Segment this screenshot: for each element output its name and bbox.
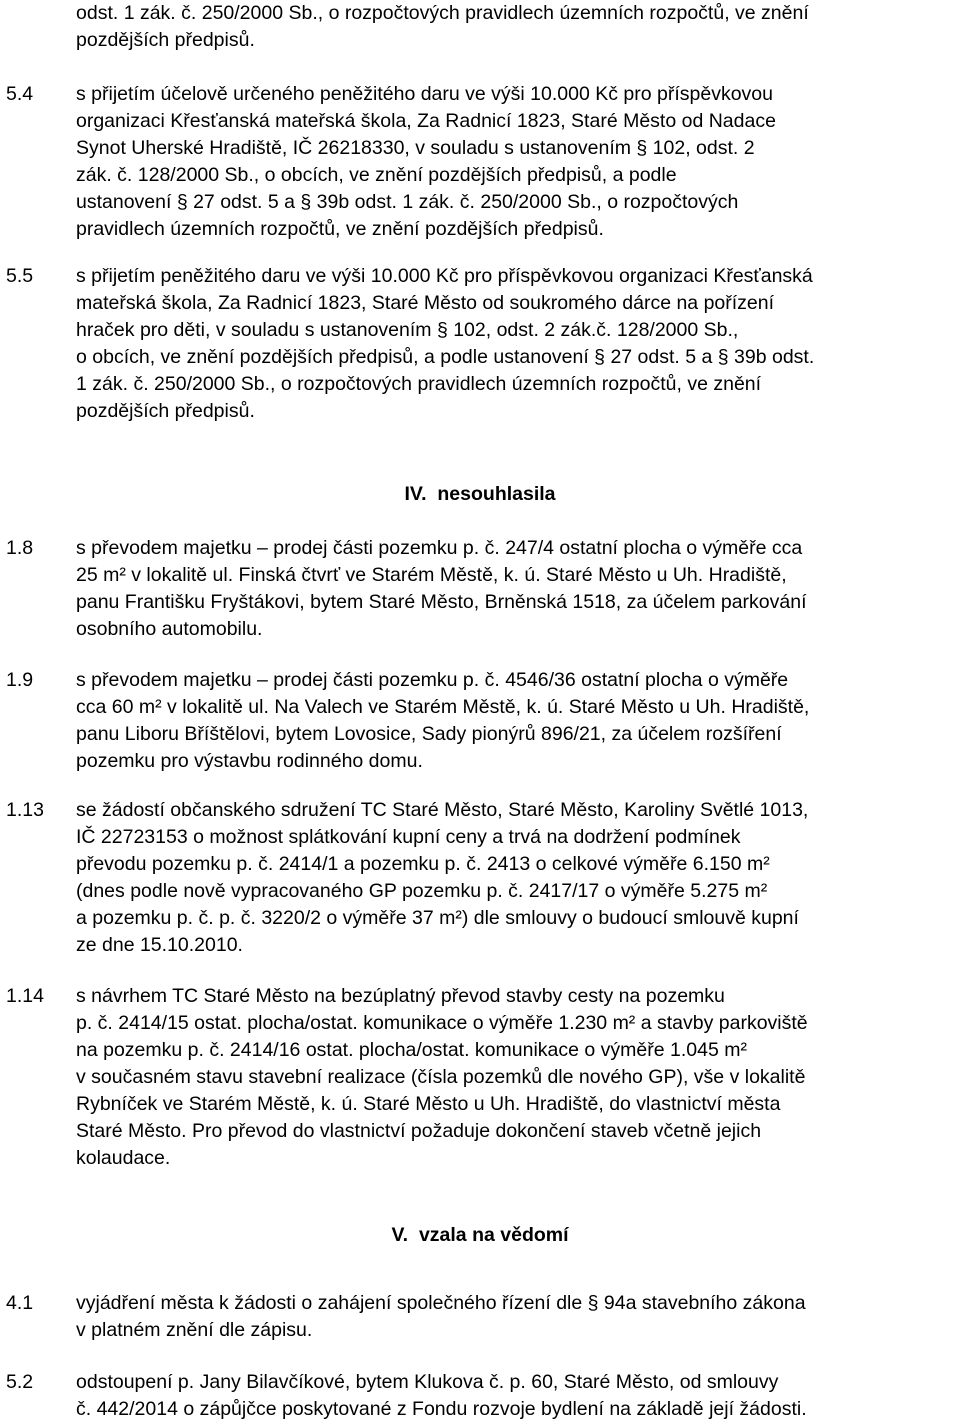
text-line: panu Františku Fryštákovi, bytem Staré Město, Brněnská 1518, za účelem parkování — [76, 591, 807, 613]
text-line: hraček pro děti, v souladu s ustanovením § 102, odst. 2 zák.č. 128/2000 Sb., — [76, 319, 739, 341]
text-line: pravidlech územních rozpočtů, ve znění pozdějších předpisů. — [76, 218, 604, 240]
text-line: pozemku pro výstavbu rodinného domu. — [76, 750, 423, 772]
text-line: převodu pozemku p. č. 2414/1 a pozemku p. č. 2413 o celkové výměře 6.150 m² — [76, 853, 770, 875]
text-line: Staré Město. Pro převod do vlastnictví požaduje dokončení staveb včetně jejich — [76, 1120, 762, 1142]
text-line: zák. č. 128/2000 Sb., o obcích, ve znění pozdějších předpisů, a podle — [76, 164, 677, 186]
text-line: o obcích, ve znění pozdějších předpisů, a podle ustanovení § 27 odst. 5 a § 39b odst. — [76, 346, 815, 368]
section-heading-iv — [0, 481, 960, 508]
text-line: osobního automobilu. — [76, 618, 263, 640]
section-title: nesouhlasila — [437, 483, 556, 505]
section-title: vzala na vědomí — [418, 1224, 569, 1246]
text-line: Synot Uherské Hradiště, IČ 26218330, v souladu s ustanovením § 102, odst. 2 — [76, 137, 755, 159]
item-number: 5.5 — [6, 265, 34, 287]
text-line: cca 60 m² v lokalitě ul. Na Valech ve Starém Městě, k. ú. Staré Město u Uh. Hradiště, — [76, 696, 810, 718]
section-roman-numeral: V. — [391, 1224, 409, 1246]
item-number: 5.2 — [6, 1371, 34, 1393]
text-line: odstoupení p. Jany Bilavčíkové, bytem Klukova č. p. 60, Staré Město, od smlouvy — [76, 1371, 779, 1393]
text-line: s přijetím účelově určeného peněžitého daru ve výši 10.000 Kč pro příspěvkovou — [76, 83, 773, 105]
text-line: 1 zák. č. 250/2000 Sb., o rozpočtových pravidlech územních rozpočtů, ve znění — [76, 373, 762, 395]
text-line: v současném stavu stavební realizace (čísla pozemků dle nového GP), vše v lokalitě — [76, 1066, 806, 1088]
text-line: IČ 22723153 o možnost splátkování kupní ceny a trvá na dodržení podmínek — [76, 826, 741, 848]
text-line: s přijetím peněžitého daru ve výši 10.000 Kč pro příspěvkovou organizaci Křesťanská — [76, 265, 813, 287]
item-number: 1.9 — [6, 669, 34, 691]
item-number: 1.13 — [6, 799, 44, 821]
text-line: ustanovení § 27 odst. 5 a § 39b odst. 1 zák. č. 250/2000 Sb., o rozpočtových — [76, 191, 739, 213]
section-roman-numeral: IV. — [404, 483, 427, 505]
text-line: s návrhem TC Staré Město na bezúplatný převod stavby cesty na pozemku — [76, 985, 725, 1007]
item-number: 1.14 — [6, 985, 44, 1007]
text-line: pozdějších předpisů. — [76, 29, 255, 51]
text-line: č. 442/2014 o zápůjčce poskytované z Fondu rozvoje bydlení na základě její žádosti. — [76, 1398, 807, 1420]
text-line: panu Liboru Bříštělovi, bytem Lovosice, Sady pionýrů 896/21, za účelem rozšíření — [76, 723, 782, 745]
item-number: 5.4 — [6, 83, 34, 105]
text-line: (dnes podle nově vypracovaného GP pozemku p. č. 2417/17 o výměře 5.275 m² — [76, 880, 768, 902]
text-line: pozdějších předpisů. — [76, 400, 255, 422]
text-line: mateřská škola, Za Radnicí 1823, Staré Město od soukromého dárce na pořízení — [76, 292, 775, 314]
text-line: s převodem majetku – prodej části pozemku p. č. 247/4 ostatní plocha o výměře cca — [76, 537, 803, 559]
item-number: 1.8 — [6, 537, 34, 559]
text-line: odst. 1 zák. č. 250/2000 Sb., o rozpočtových pravidlech územních rozpočtů, ve znění — [76, 2, 809, 24]
section-heading-v — [0, 1222, 960, 1249]
text-line: organizaci Křesťanská mateřská škola, Za Radnicí 1823, Staré Město od Nadace — [76, 110, 776, 132]
text-line: na pozemku p. č. 2414/16 ostat. plocha/ostat. komunikace o výměře 1.045 m² — [76, 1039, 747, 1061]
item-number: 4.1 — [6, 1292, 34, 1314]
text-line: a pozemku p. č. p. č. 3220/2 o výměře 37 m²) dle smlouvy o budoucí smlouvě kupní — [76, 907, 799, 929]
text-line: se žádostí občanského sdružení TC Staré Město, Staré Město, Karoliny Světlé 1013, — [76, 799, 809, 821]
text-line: vyjádření města k žádosti o zahájení společného řízení dle § 94a stavebního zákona — [76, 1292, 806, 1314]
text-line: Rybníček ve Starém Městě, k. ú. Staré Město u Uh. Hradiště, do vlastnictví města — [76, 1093, 781, 1115]
text-line: ze dne 15.10.2010. — [76, 934, 243, 956]
text-line: 25 m² v lokalitě ul. Finská čtvrť ve Starém Městě, k. ú. Staré Město u Uh. Hradiště, — [76, 564, 787, 586]
text-line: s převodem majetku – prodej části pozemku p. č. 4546/36 ostatní plocha o výměře — [76, 669, 789, 691]
text-line: v platném znění dle zápisu. — [76, 1319, 313, 1341]
text-line: p. č. 2414/15 ostat. plocha/ostat. komunikace o výměře 1.230 m² a stavby parkoviště — [76, 1012, 808, 1034]
text-line: kolaudace. — [76, 1147, 171, 1169]
